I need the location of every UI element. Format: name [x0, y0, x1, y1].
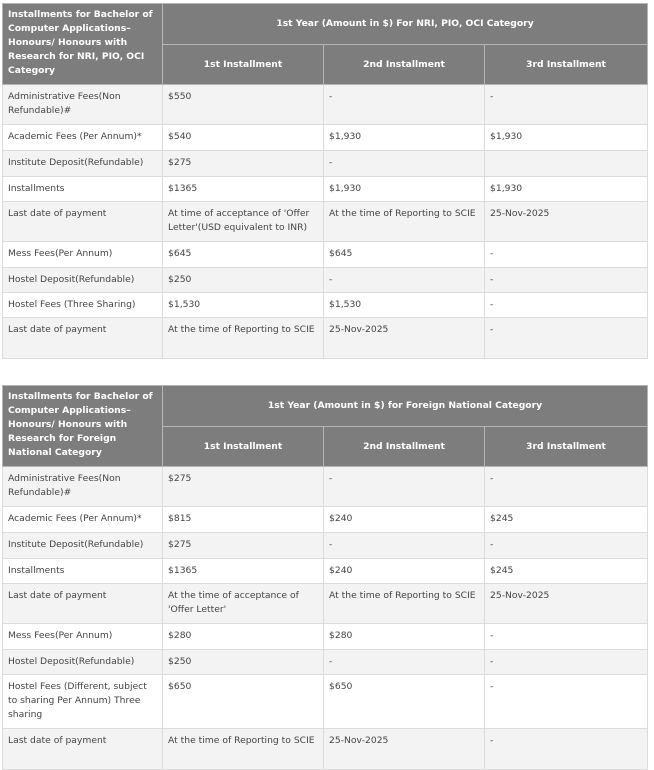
row-label: Hostel Deposit(Refundable): [3, 268, 163, 293]
cell-1st-installment: $650: [163, 675, 324, 729]
cell-2nd-installment: -: [324, 85, 485, 125]
cell-3rd-installment: -: [485, 624, 648, 650]
cell-3rd-installment: $245: [485, 559, 648, 584]
table-row: [3, 151, 648, 177]
table-row: [3, 624, 648, 650]
row-label: Last date of payment: [3, 202, 163, 242]
cell-3rd-installment: [485, 151, 648, 177]
cell-2nd-installment: $1,930: [324, 125, 485, 151]
row-label: Hostel Fees (Three Sharing): [3, 293, 163, 318]
column-header-2nd-installment: 2nd Installment: [324, 45, 485, 85]
cell-2nd-installment: At the time of Reporting to SCIE: [324, 202, 485, 242]
cell-1st-installment: At the time of acceptance of 'Offer Letter': [163, 584, 324, 624]
row-label: Academic Fees (Per Annum)*: [3, 507, 163, 533]
table-row: [3, 177, 648, 202]
table-corner-heading: Installments for Bachelor of Computer Applications–Honours/ Honours with Research for Foreign National Category: [3, 386, 163, 467]
cell-2nd-installment: $645: [324, 242, 485, 268]
cell-1st-installment: At the time of Reporting to SCIE: [163, 729, 324, 770]
cell-3rd-installment: -: [485, 268, 648, 293]
cell-2nd-installment: $650: [324, 675, 485, 729]
table-row: [3, 584, 648, 624]
cell-1st-installment: $1365: [163, 559, 324, 584]
table-row: [3, 202, 648, 242]
table-row: [3, 293, 648, 318]
row-label: Hostel Deposit(Refundable): [3, 650, 163, 675]
column-header-3rd-installment: 3rd Installment: [485, 45, 648, 85]
row-label: Installments: [3, 559, 163, 584]
row-label: Last date of payment: [3, 729, 163, 770]
row-label: Administrative Fees(Non Refundable)#: [3, 467, 163, 507]
cell-1st-installment: $250: [163, 650, 324, 675]
row-label: Academic Fees (Per Annum)*: [3, 125, 163, 151]
cell-2nd-installment: $1,530: [324, 293, 485, 318]
cell-2nd-installment: $1,930: [324, 177, 485, 202]
cell-2nd-installment: -: [324, 650, 485, 675]
cell-2nd-installment: 25-Nov-2025: [324, 318, 485, 359]
row-label: Mess Fees(Per Annum): [3, 624, 163, 650]
row-label: Mess Fees(Per Annum): [3, 242, 163, 268]
table-row: [3, 729, 648, 770]
cell-1st-installment: $1,530: [163, 293, 324, 318]
cell-1st-installment: At the time of Reporting to SCIE: [163, 318, 324, 359]
row-label: Hostel Fees (Different, subject to sharing Per Annum) Three sharing: [3, 675, 163, 729]
table-row: [3, 650, 648, 675]
cell-1st-installment: $550: [163, 85, 324, 125]
table-title-heading: 1st Year (Amount in $) for Foreign National Category: [163, 386, 648, 427]
cell-1st-installment: $1365: [163, 177, 324, 202]
cell-2nd-installment: $240: [324, 507, 485, 533]
table-header-row: [3, 386, 648, 427]
table-row: [3, 559, 648, 584]
cell-1st-installment: $275: [163, 151, 324, 177]
fee-table-foreign-national: [2, 385, 648, 770]
column-header-2nd-installment: 2nd Installment: [324, 427, 485, 467]
cell-3rd-installment: $245: [485, 507, 648, 533]
row-label: Last date of payment: [3, 584, 163, 624]
cell-3rd-installment: -: [485, 467, 648, 507]
table-row: [3, 318, 648, 359]
row-label: Administrative Fees(Non Refundable)#: [3, 85, 163, 125]
cell-2nd-installment: $240: [324, 559, 485, 584]
row-label: Institute Deposit(Refundable): [3, 533, 163, 559]
cell-1st-installment: $815: [163, 507, 324, 533]
table-row: [3, 533, 648, 559]
row-label: Institute Deposit(Refundable): [3, 151, 163, 177]
cell-3rd-installment: -: [485, 318, 648, 359]
cell-3rd-installment: 25-Nov-2025: [485, 202, 648, 242]
cell-2nd-installment: 25-Nov-2025: [324, 729, 485, 770]
cell-2nd-installment: At the time of Reporting to SCIE: [324, 584, 485, 624]
cell-1st-installment: $540: [163, 125, 324, 151]
cell-2nd-installment: -: [324, 268, 485, 293]
cell-3rd-installment: -: [485, 293, 648, 318]
table-title-heading: 1st Year (Amount in $) For NRI, PIO, OCI Category: [163, 4, 648, 45]
column-header-1st-installment: 1st Installment: [163, 427, 324, 467]
cell-1st-installment: $275: [163, 467, 324, 507]
table-row: [3, 125, 648, 151]
table-corner-heading: Installments for Bachelor of Computer Applications–Honours/ Honours with Research for NRI, PIO, OCI Category: [3, 4, 163, 85]
cell-3rd-installment: $1,930: [485, 125, 648, 151]
row-label: Last date of payment: [3, 318, 163, 359]
cell-1st-installment: $645: [163, 242, 324, 268]
cell-3rd-installment: 25-Nov-2025: [485, 584, 648, 624]
row-label: Installments: [3, 177, 163, 202]
cell-2nd-installment: -: [324, 151, 485, 177]
cell-1st-installment: At time of acceptance of 'Offer Letter'(USD equivalent to INR): [163, 202, 324, 242]
table-row: [3, 467, 648, 507]
cell-3rd-installment: $1,930: [485, 177, 648, 202]
cell-1st-installment: $275: [163, 533, 324, 559]
cell-3rd-installment: -: [485, 729, 648, 770]
cell-3rd-installment: -: [485, 533, 648, 559]
table-row: [3, 507, 648, 533]
table-row: [3, 675, 648, 729]
cell-3rd-installment: -: [485, 85, 648, 125]
column-header-1st-installment: 1st Installment: [163, 45, 324, 85]
cell-2nd-installment: -: [324, 533, 485, 559]
column-header-3rd-installment: 3rd Installment: [485, 427, 648, 467]
cell-3rd-installment: -: [485, 675, 648, 729]
table-header-row: [3, 4, 648, 45]
table-row: [3, 242, 648, 268]
cell-1st-installment: $280: [163, 624, 324, 650]
table-row: [3, 268, 648, 293]
cell-1st-installment: $250: [163, 268, 324, 293]
cell-2nd-installment: $280: [324, 624, 485, 650]
fee-table-nri-pio-oci: [2, 3, 648, 359]
cell-3rd-installment: -: [485, 650, 648, 675]
table-row: [3, 85, 648, 125]
cell-3rd-installment: -: [485, 242, 648, 268]
cell-2nd-installment: -: [324, 467, 485, 507]
